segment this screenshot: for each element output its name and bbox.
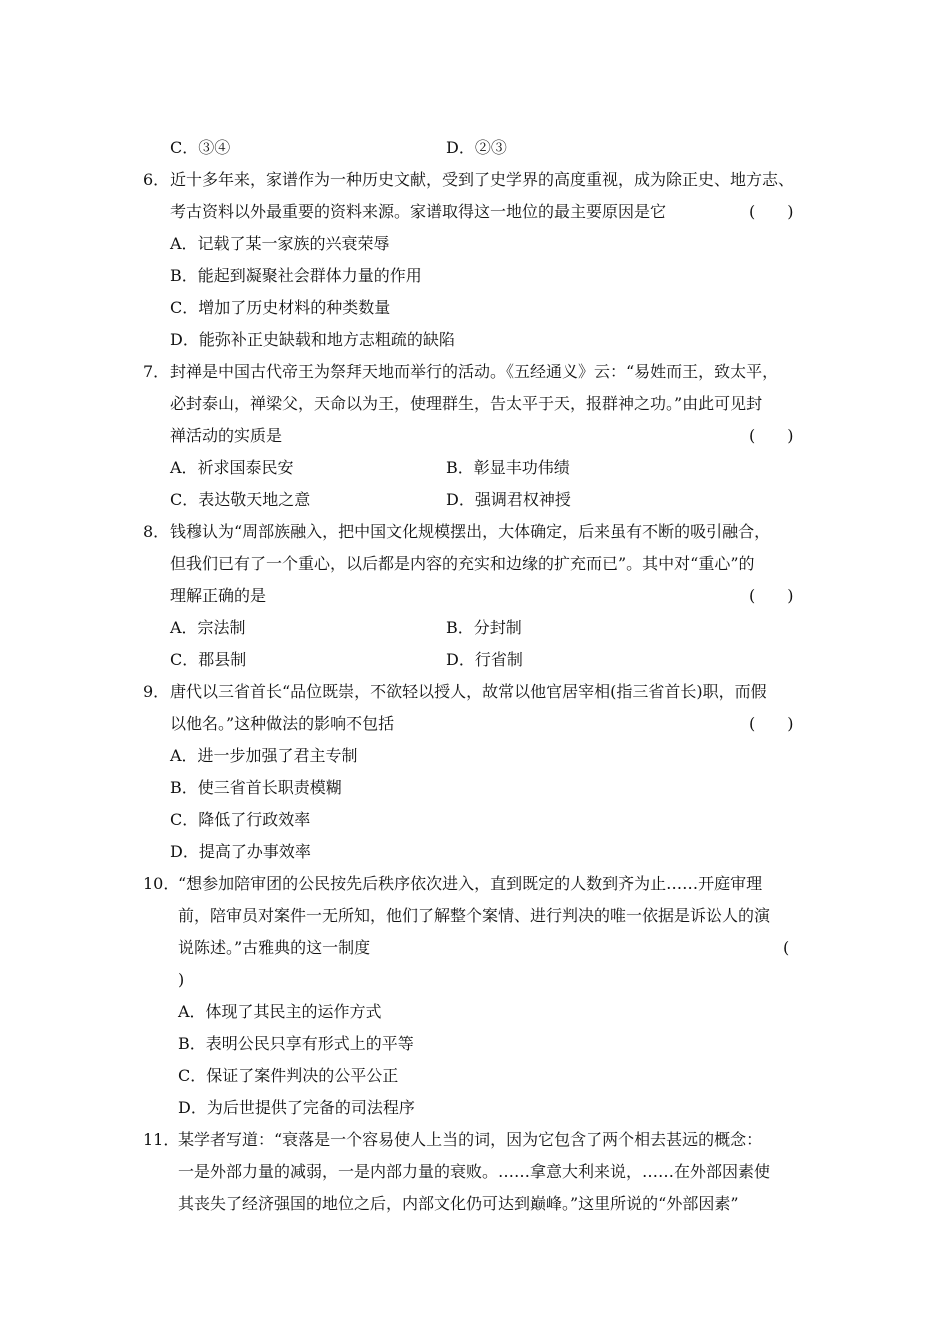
question-10-option-b: B．表明公民只享有形式上的平等 xyxy=(178,1034,414,1053)
question-8-number: 8． xyxy=(143,522,170,541)
question-10-stem-line-1: “想参加陪审团的公民按先后秩序依次进入，直到既定的人数到齐为止……开庭审理 xyxy=(178,874,763,893)
question-6-option-b: B．能起到凝聚社会群体力量的作用 xyxy=(170,266,422,285)
question-7-number: 7． xyxy=(143,362,170,381)
question-10-stem-line-2: 前，陪审员对案件一无所知，他们了解整个案情、进行判决的唯一依据是诉讼人的演 xyxy=(178,906,771,925)
question-9-number: 9． xyxy=(143,682,170,701)
question-6-option-a: A．记载了某一家族的兴衰荣辱 xyxy=(170,234,390,253)
question-9-option-b: B．使三省首长职责模糊 xyxy=(170,778,342,797)
question-6-stem-line-2: 考古资料以外最重要的资料来源。家谱取得这一地位的最主要原因是它 xyxy=(170,202,667,221)
question-7-stem-line-3: 禅活动的实质是 xyxy=(170,426,283,445)
question-6-number: 6． xyxy=(143,170,170,189)
question-7-stem-line-1: 封禅是中国古代帝王为祭拜天地而举行的活动。《五经通义》云：“易姓而王，致太平， xyxy=(170,362,779,381)
question-7-option-c: C．表达敬天地之意 xyxy=(170,490,311,509)
question-9-stem-line-2: 以他名。”这种做法的影响不包括 xyxy=(170,714,395,733)
question-7-stem-line-2: 必封泰山，禅梁父，天命以为王，使理群生，告太平于天，报群神之功。”由此可见封 xyxy=(170,394,763,413)
question-8-answer-blank: ( ) xyxy=(749,586,794,605)
question-10-option-d: D．为后世提供了完备的司法程序 xyxy=(178,1098,415,1117)
question-7-option-a: A．祈求国泰民安 xyxy=(170,458,294,477)
question-10-number: 10． xyxy=(143,874,180,893)
question-6-option-c: C．增加了历史材料的种类数量 xyxy=(170,298,391,317)
question-6-stem-line-1: 近十多年来，家谱作为一种历史文献，受到了史学界的高度重视，成为除正史、地方志、 xyxy=(170,170,795,189)
question-8-stem-line-3: 理解正确的是 xyxy=(170,586,267,605)
question-6-option-d: D．能弥补正史缺载和地方志粗疏的缺陷 xyxy=(170,330,455,349)
question-10-option-c: C．保证了案件判决的公平公正 xyxy=(178,1066,399,1085)
question-8-option-c: C．郡县制 xyxy=(170,650,247,669)
question-8-option-d: D．行省制 xyxy=(446,650,523,669)
question-9-answer-blank: ( ) xyxy=(749,714,794,733)
question-7-answer-blank: ( ) xyxy=(749,426,794,445)
question-11-stem-line-1: 某学者写道：“衰落是一个容易使人上当的词，因为它包含了两个相去甚远的概念： xyxy=(178,1130,763,1149)
question-8-stem-line-1: 钱穆认为“周部族融入，把中国文化规模摆出，大体确定，后来虽有不断的吸引融合， xyxy=(170,522,771,541)
question-11-number: 11． xyxy=(143,1130,180,1149)
prev-option-d: D．②③ xyxy=(446,138,507,157)
question-11-stem-line-2: 一是外部力量的减弱，一是内部力量的衰败。……拿意大利来说，……在外部因素使 xyxy=(178,1162,771,1181)
question-10-stem-line-3: 说陈述。”古雅典的这一制度 xyxy=(178,938,371,957)
question-8-stem-line-2: 但我们已有了一个重心，以后都是内容的充实和边缘的扩充而已”。其中对“重心”的 xyxy=(170,554,755,573)
question-8-option-b: B．分封制 xyxy=(446,618,522,637)
question-9-option-d: D．提高了办事效率 xyxy=(170,842,311,861)
question-10-answer-blank-open: ( xyxy=(783,938,790,957)
question-7-option-b: B．彰显丰功伟绩 xyxy=(446,458,570,477)
question-9-option-c: C．降低了行政效率 xyxy=(170,810,311,829)
question-10-answer-blank-close: ) xyxy=(178,970,185,989)
question-6-answer-blank: ( ) xyxy=(749,202,794,221)
prev-option-c: C．③④ xyxy=(170,138,231,157)
question-11-stem-line-3: 其丧失了经济强国的地位之后，内部文化仍可达到巅峰。”这里所说的“外部因素” xyxy=(178,1194,739,1213)
question-8-option-a: A．宗法制 xyxy=(170,618,246,637)
question-7-option-d: D．强调君权神授 xyxy=(446,490,571,509)
question-10-option-a: A．体现了其民主的运作方式 xyxy=(178,1002,382,1021)
question-9-stem-line-1: 唐代以三省首长“品位既崇，不欲轻以授人，故常以他官居宰相(指三省首长)职，而假 xyxy=(170,682,767,701)
question-9-option-a: A．进一步加强了君主专制 xyxy=(170,746,358,765)
